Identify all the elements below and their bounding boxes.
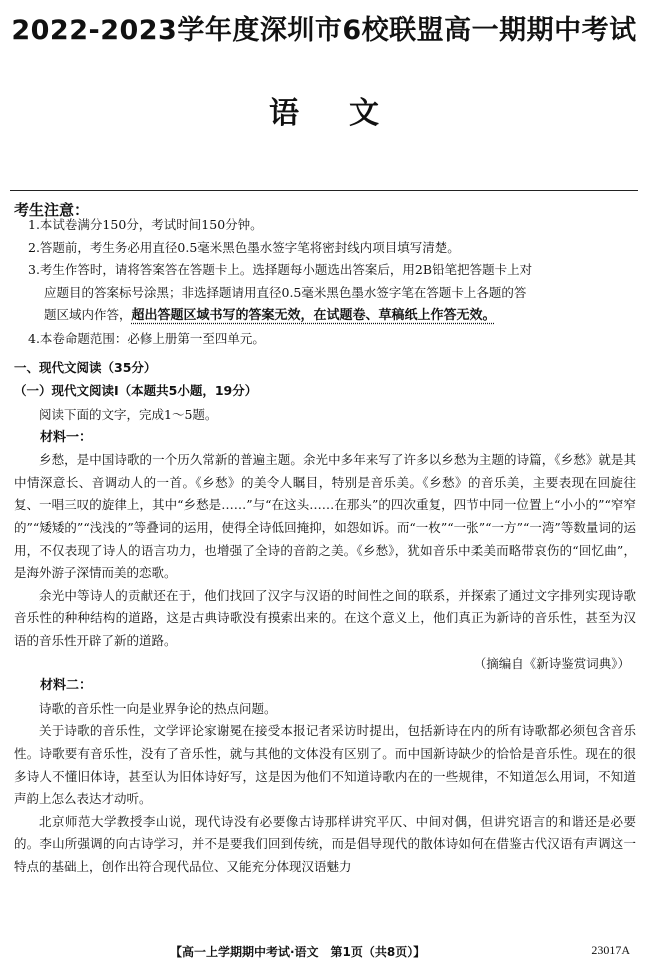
- notice-item-3-cont: 应题目的答案标号涂黑；非选择题请用直径0.5毫米黑色墨水签字笔在答题卡上各题的答: [44, 284, 527, 300]
- notice-item-2: 2.答题前，考生务必用直径0.5毫米黑色墨水签字笔将密封线内项目填写清楚。: [28, 239, 460, 255]
- instruction: 阅读下面的文字，完成1～5题。: [39, 407, 218, 422]
- section-subtitle: （一）现代文阅读Ⅰ（本题共5小题，19分）: [14, 383, 258, 398]
- material1-label: 材料一：: [40, 429, 93, 445]
- notice-warning: 超出答题区域书写的答案无效，在试题卷、草稿纸上作答无效。: [131, 308, 496, 323]
- section-title: 一、现代文阅读（35分）: [14, 360, 157, 375]
- notice-item-1: 1.本试卷满分150分，考试时间150分钟。: [28, 217, 263, 232]
- exam-title: 2022-2023学年度深圳市6校联盟高一期期中考试: [11, 15, 637, 46]
- notice-item-3-cont2: [28, 304, 532, 328]
- material2-paragraph-2: 关于诗歌的音乐性，文学评论家谢冕在接受本报记者采访时提出，包括新诗在内的所有诗歌都必须包含音乐性。诗歌要有音乐性，没有了音乐性，就与其他的文体没有区别了。而中国新诗缺少的恰恰是音乐性。现在的很多诗人不懂旧体诗，甚至认为旧体诗好写，这是因为他们不知道诗歌内在的一些规律，不知道怎么用词，不知道声韵上怎么表达才动听。: [14, 723, 636, 807]
- material1-paragraph-1: 乡愁，是中国诗歌的一个历久常新的普遍主题。余光中多年来写了许多以乡愁为主题的诗篇，《乡愁》就是其中情深意长、音调动人的一首。《乡愁》的美令人瞩目，特别是音乐美。《乡愁》的音乐美，主要表现在回旋往复、一唱三叹的旋律上，其中“乡愁是……”与“在这头……在那头”的四次重复，四节中同一位置上“小小的”“窄窄的”“矮矮的”“浅浅的”等叠词的运用，使得全诗低回掩抑，如怨如诉。而“一枚”“一张”“一方”“一湾”等数量词的运用，不仅表现了诗人的语言功力，也增强了全诗的音韵之美。《乡愁》，犹如音乐中柔美而略带哀伤的“回忆曲”，是海外游子深情而美的恋歌。: [14, 452, 636, 581]
- footer-exam-code: 23017A: [591, 943, 630, 957]
- footer-page-info: 【高一上学期期中考试·语文 第1页（共8页）】: [170, 945, 426, 959]
- material2-paragraph-3: 北京师范大学教授李山说，现代诗没有必要像古诗那样讲究平仄、中间对偶，但讲究语言的和谐还是必要的。李山所强调的向古诗学习，并不是要我们回到传统，而是倡导现代的散体诗如何在借鉴古代汉语有声调这一特点的基础上，创作出符合现代品位、又能充分体现汉语魅力: [14, 813, 636, 874]
- reading-passage: [14, 404, 636, 878]
- notice-item-3: 3.考生作答时，请将答案答在答题卡上。选择题每小题选出答案后，用2B铅笔把答题卡上对: [28, 262, 533, 277]
- notice-item-4: 4.本卷命题范围：必修上册第一至四单元。: [28, 330, 265, 346]
- material2-paragraph-1: 诗歌的音乐性一向是业界争论的热点问题。: [39, 700, 277, 716]
- material1-paragraph-2: 余光中等诗人的贡献还在于，他们找回了汉字与汉语的时间性之间的联系，并探索了通过文字排列实现诗歌音乐性的种种结构的道路，这是古典诗歌没有摸索出来的。在这个意义上，他们真正为新诗的音乐性，甚至为汉语的音乐性开辟了新的道路。: [14, 587, 636, 648]
- notice-heading: 考生注意：: [14, 201, 90, 219]
- notice-item-3-tail: 题区域内作答，: [44, 307, 132, 322]
- notice-list: [28, 214, 532, 350]
- material2-label: 材料二：: [40, 678, 93, 694]
- subject-title: 语文: [269, 96, 429, 131]
- material1-source: （摘编自《新诗鉴赏词典》）: [473, 655, 630, 671]
- top-divider: [10, 190, 638, 191]
